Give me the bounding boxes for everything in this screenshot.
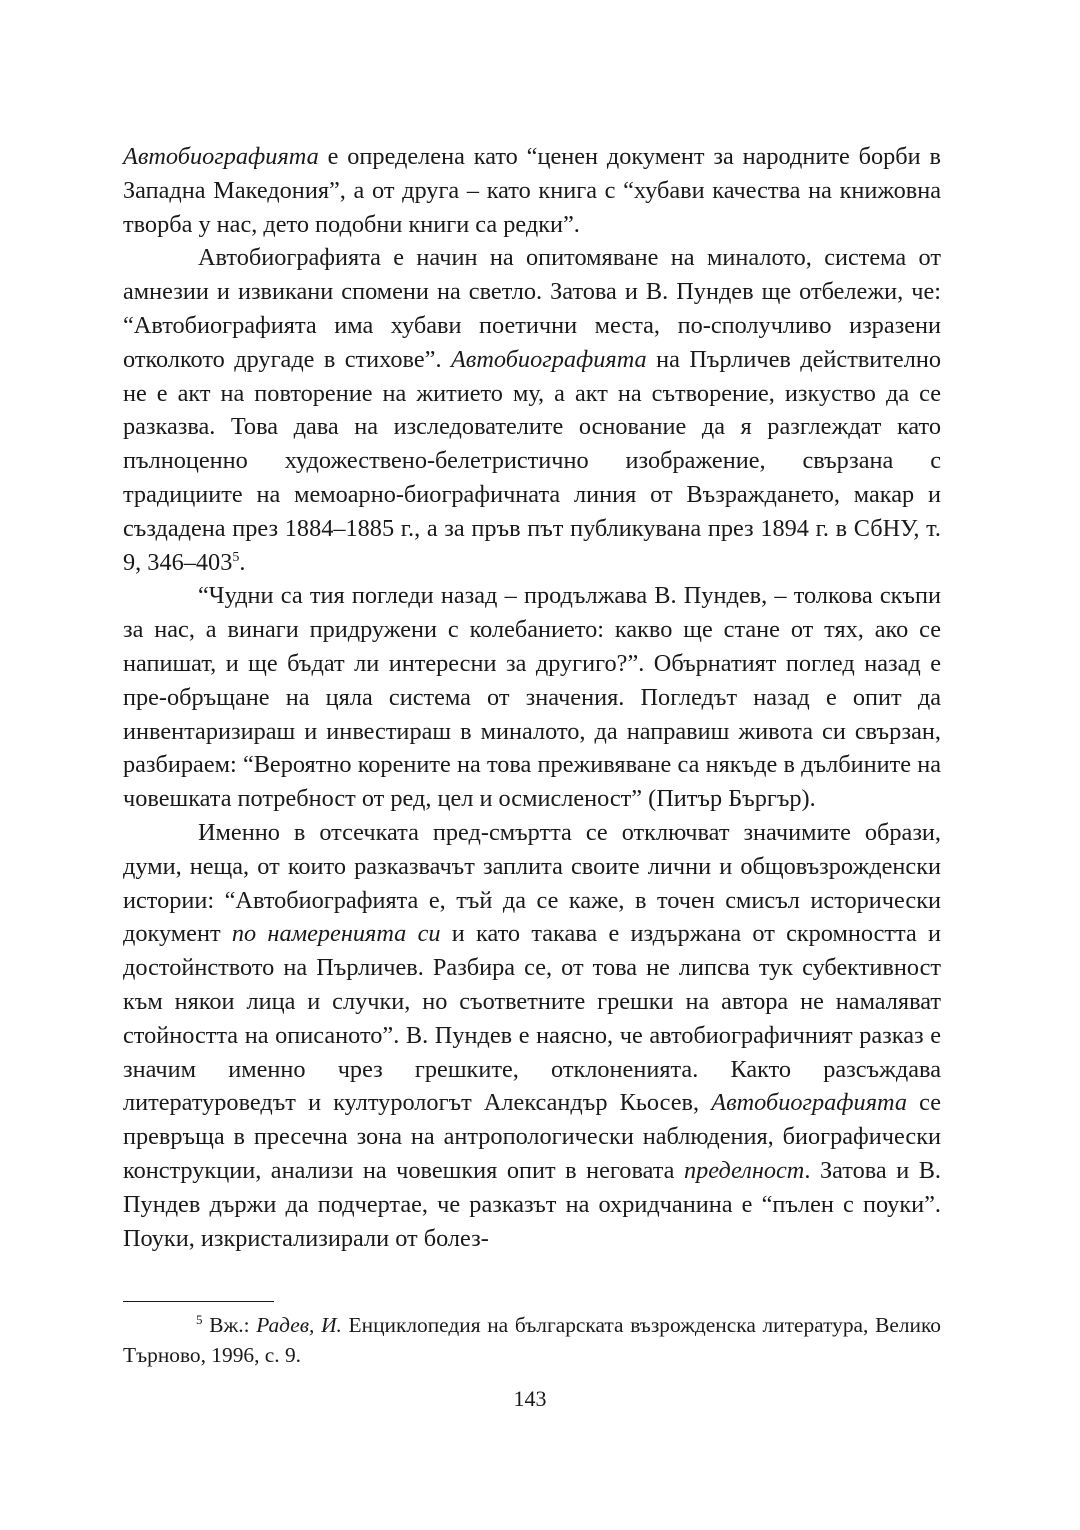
paragraph [123, 816, 941, 1255]
paragraph [123, 579, 941, 816]
footnotes [123, 1310, 941, 1370]
text-run: е определена като “ценен документ за народните борби в Западна Македония”, а от друга – като книга с “хубави качества на книжовна творба у нас, дето подобни книги са редки”. [123, 143, 941, 238]
page-number: 143 [513, 1386, 547, 1411]
paragraph [123, 241, 941, 579]
text-run: “Чудни са тия погледи назад – продължава В. Пундев, – толкова скъпи за нас, а винаги придружени с колебанието: какво ще стане от тях, ако се напишат, и ще бъдат ли интересни за другиго?”. Обърнатият поглед назад е пре-обръщане на цяла система от значения. Погледът назад е опит да инвентаризираш и инвестираш в миналото, да направиш живота си свързан, разбираем: “Вероятно корените на това преживяване са някъде в дълбините на човешката потребност от ред, цел и осмисленост” (Питър Бъргър). [123, 582, 941, 813]
text-run: Енциклопедия на българската възрожденска литература, Велико Търново, 1996, с. 9. [123, 1313, 941, 1367]
text-run: на Пърличев действително не е акт на повторение на житието му, а акт на сътворение, изкуство да се разказва. Това дава на изследователите основание да я разглеждат като пълноценно художествено-белетристично изображение, свързана с традициите на мемоарно-биографичната линия от Възраждането, макар и създадена през 1884–1885 г., а за пръв път публикувана през 1894 г. в СбНУ, т. 9, 346–403 [123, 345, 941, 576]
text-run: Именно в отсечката пред-смъртта се отключват значимите образи, думи, неща, от които разказвачът заплита своите лични и общовъзрожденски истории: “Автобиографията е, тъй да се каже, в точен смисъл исторически документ [123, 818, 941, 948]
text-run: . [239, 548, 246, 576]
main-text [123, 140, 941, 1255]
italic-text: Автобиографията [123, 143, 319, 170]
italic-text: по намеренията си [231, 920, 441, 948]
text-run: Вж.: [202, 1313, 257, 1337]
text-run: се превръща в пресечна зона на антропологически наблюдения, биографически конструкции, анализи на човешкия опит в неговата [123, 1089, 941, 1184]
italic-text: Автобиографията [711, 1089, 907, 1117]
italic-text: Радев, И. [256, 1313, 342, 1337]
footnote-ref: 5 [196, 1312, 203, 1327]
footnote-ref: 5 [232, 549, 240, 565]
italic-text: Автобиографията [450, 345, 647, 373]
italic-text: пределност [683, 1156, 805, 1184]
footnote [123, 1310, 941, 1370]
text-run: и като такава е издържана от скромността и достойнството на Пърличев. Разбира се, от това не липсва тук субективност към някои лица и случки, но съответните грешки на автора не намаляват стойността на описаното”. В. Пундев е наясно, че автобиографичният разказ е значим именно чрез грешките, отклоненията. Както разсъждава литературоведът и културологът Александър Кьосев, [123, 920, 941, 1117]
text-run: Автобиографията е начин на опитомяване на миналото, система от амнезии и извикани спомени на светло. Затова и В. Пундев ще отбележи, че: “Автобиографията има хубави поетични места, по-сполучливо изразени отколкото другаде в стихове”. [123, 244, 941, 373]
text-run: . Затова и В. Пундев държи да подчертае, че разказът на охридчанина е “пълен с поуки”. Поуки, изкристализирали от болез- [123, 1156, 941, 1252]
footnote-separator [123, 1301, 274, 1302]
paragraph [123, 140, 941, 241]
